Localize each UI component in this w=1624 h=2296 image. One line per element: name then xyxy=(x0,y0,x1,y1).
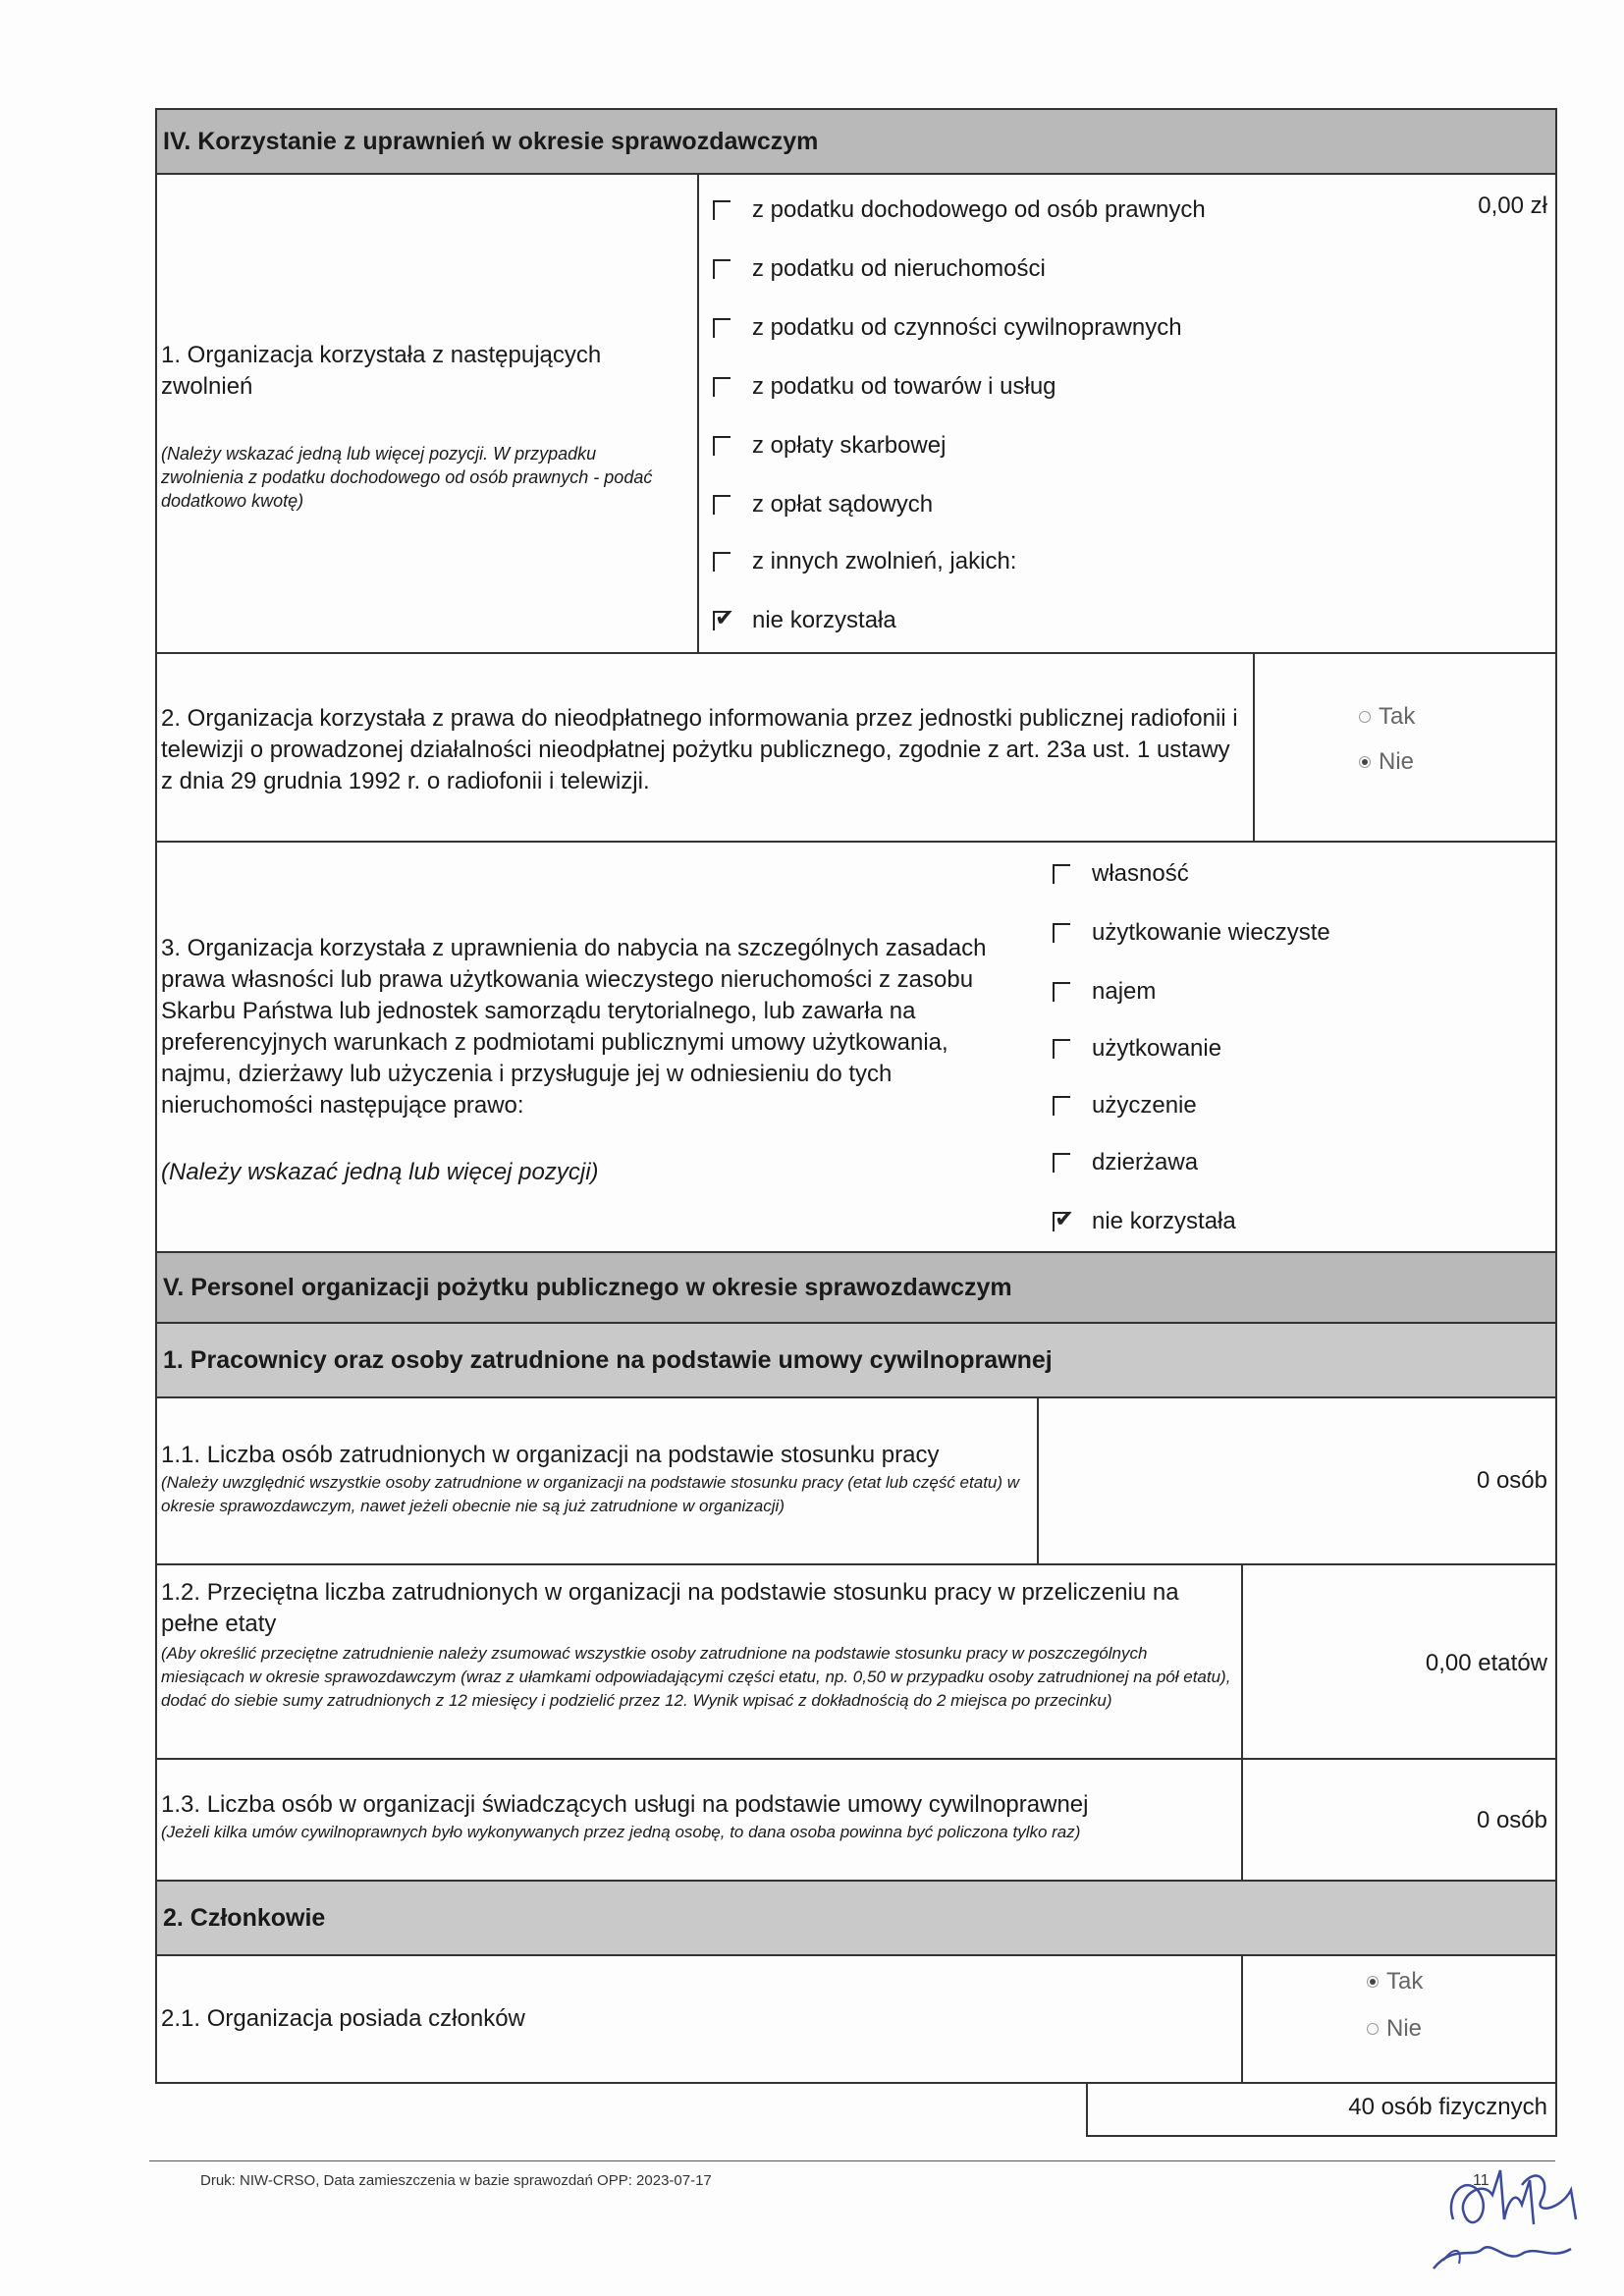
q2-option-tak[interactable] xyxy=(1359,703,1415,731)
section-4-title: IV. Korzystanie z uprawnień w okresie sprawozdawczym xyxy=(163,127,819,155)
checkbox-icon[interactable] xyxy=(1053,1039,1070,1059)
right-tenancy[interactable] xyxy=(1053,1147,1198,1178)
option-label: Nie xyxy=(1386,2015,1423,2042)
exemption-property-tax[interactable] xyxy=(713,253,1046,285)
q2-option-nie[interactable] xyxy=(1359,748,1414,776)
right-perpetual-usufruct[interactable] xyxy=(1053,917,1330,949)
exemption-court-fees[interactable] xyxy=(713,489,933,520)
checkbox-icon[interactable] xyxy=(1053,1153,1070,1173)
option-label: nie korzystała xyxy=(752,607,896,633)
radio-icon[interactable] xyxy=(1359,711,1371,723)
exemption-pcc[interactable] xyxy=(713,312,1182,344)
check-mark-icon: ✔ xyxy=(715,605,735,631)
right-none[interactable] xyxy=(1053,1206,1236,1237)
option-label: Nie xyxy=(1379,748,1415,775)
q1-divider xyxy=(697,175,699,652)
exemption-none[interactable] xyxy=(713,605,896,636)
checkbox-icon[interactable] xyxy=(713,552,731,572)
option-label: użyczenie xyxy=(1092,1092,1197,1119)
q12-label: 1.2. Przeciętna liczba zatrudnionych w organizacji na podstawie stosunku pracy w przeliczeniu na pełne etaty xyxy=(161,1579,1179,1637)
q2-divider xyxy=(1253,654,1255,841)
option-label: nie korzystała xyxy=(1092,1208,1236,1234)
option-label: dzierżawa xyxy=(1092,1149,1199,1175)
option-label: z opłat sądowych xyxy=(752,491,934,518)
print-info: Druk: NIW-CRSO, Data zamieszczenia w bazie sprawozdań OPP: 2023-07-17 xyxy=(200,2172,712,2189)
q21-option-tak[interactable] xyxy=(1367,1968,1423,1995)
subsection-2-title: 2. Członkowie xyxy=(163,1903,326,1932)
q13-divider xyxy=(1241,1760,1243,1880)
q12-value: 0,00 etatów xyxy=(1425,1650,1547,1676)
q21-divider xyxy=(1241,1956,1243,2082)
member-count: 40 osób fizycznych xyxy=(1348,2094,1547,2120)
checkbox-icon[interactable] xyxy=(1053,923,1070,943)
section-5-title: V. Personel organizacji pożytku publicznego w okresie sprawozdawczym xyxy=(163,1273,1012,1301)
option-label: Tak xyxy=(1379,703,1416,730)
right-usufruct[interactable] xyxy=(1053,1033,1221,1065)
q2-label: 2. Organizacja korzystała z prawa do nieodpłatnego informowania przez jednostki publicznej radiofonii i telewizji o prowadzonej działalności nieodpłatnej pożytku publicznego, zgodnie z art. 23a ust. 1 ustawy z dnia 29 grudnia 1992 r. o radiofonii i telewizji. xyxy=(161,705,1238,794)
subsection-1-header xyxy=(155,1322,1557,1398)
footer-rule xyxy=(149,2160,1555,2161)
checkbox-icon[interactable] xyxy=(713,259,731,279)
q1-block xyxy=(155,173,1557,654)
checkbox-icon[interactable] xyxy=(1053,982,1070,1002)
radio-icon[interactable] xyxy=(1367,2023,1379,2035)
q11-label: 1.1. Liczba osób zatrudnionych w organizacji na podstawie stosunku pracy xyxy=(161,1442,940,1468)
q11-divider xyxy=(1037,1398,1039,1563)
q11-value: 0 osób xyxy=(1476,1467,1547,1494)
exemption-stamp-duty[interactable] xyxy=(713,430,946,462)
signature-image xyxy=(1414,2151,1591,2288)
q13-value: 0 osób xyxy=(1476,1807,1547,1833)
option-label: najem xyxy=(1092,978,1157,1005)
q3-hint: (Należy wskazać jedną lub więcej pozycji) xyxy=(161,1159,599,1185)
option-label: z podatku od czynności cywilnoprawnych xyxy=(752,314,1182,341)
option-label: z podatku od towarów i usług xyxy=(752,373,1056,400)
q21-label: 2.1. Organizacja posiada członków xyxy=(161,2005,525,2032)
section-5-header xyxy=(155,1251,1557,1324)
option-label: użytkowanie wieczyste xyxy=(1092,919,1330,946)
q11-hint: (Należy uwzględnić wszystkie osoby zatrudnione w organizacji na podstawie stosunku pracy (etat lub część etatu) w okresie sprawozdawczym, nawet jeżeli obecnie nie są już zatrudnione w organizacji) xyxy=(161,1473,1020,1515)
q12-hint: (Aby określić przeciętne zatrudnienie należy zsumować wszystkie osoby zatrudnione na podstawie stosunku pracy w poszczególnych miesiącach w okresie sprawozdawczym (wraz z ułamkami odpowiadającymi części etatu, np. 0,50 w przypadku osoby zatrudnionej na pół etatu), dodać do siebie sumy zatrudnionych z 12 miesięcy i podzielić przez 12. Wynik wpisać z dokładnością do 2 miejsca po przecinku) xyxy=(161,1644,1231,1710)
exemption-cit[interactable] xyxy=(713,194,1206,226)
page-number: 11 xyxy=(1473,2172,1489,2189)
checkbox-icon[interactable] xyxy=(713,377,731,397)
checkbox-icon[interactable] xyxy=(1053,1206,1075,1232)
checkbox-icon[interactable] xyxy=(1053,1096,1070,1116)
q1-label: 1. Organizacja korzystała z następujących zwolnień xyxy=(161,342,602,400)
option-label: z opłaty skarbowej xyxy=(752,432,947,459)
option-label: z podatku dochodowego od osób prawnych xyxy=(752,196,1206,223)
checkbox-icon[interactable] xyxy=(713,200,731,220)
option-label: Tak xyxy=(1386,1968,1424,1995)
exemption-other[interactable] xyxy=(713,546,1016,577)
checkbox-icon[interactable] xyxy=(1053,864,1070,884)
subsection-1-title: 1. Pracownicy oraz osoby zatrudnione na podstawie umowy cywilnoprawnej xyxy=(163,1345,1053,1374)
q3-label: 3. Organizacja korzystała z uprawnienia do nabycia na szczególnych zasadach prawa własności lub prawa użytkowania wieczystego nieruchomości z zasobu Skarbu Państwa lub jednostek samorządu terytorialnego, lub zawarła na preferencyjnych warunkach z podmiotami publicznymi umowy użytkowania, najmu, dzierżawy lub użyczenia i przysługuje jej w odniesieniu do tych nieruchomości następujące prawo: xyxy=(161,935,987,1119)
option-label: użytkowanie xyxy=(1092,1035,1222,1062)
checkbox-icon[interactable] xyxy=(713,605,735,631)
radio-selected-icon[interactable] xyxy=(1359,756,1371,768)
q13-hint: (Jeżeli kilka umów cywilnoprawnych było wykonywanych przez jedną osobę, to dana osoba powinna być policzona tylko raz) xyxy=(161,1823,1081,1841)
checkbox-icon[interactable] xyxy=(713,436,731,456)
exemption-vat[interactable] xyxy=(713,371,1056,403)
q1-hint: (Należy wskazać jedną lub więcej pozycji. W przypadku zwolnienia z podatku dochodowego od osób prawnych - podać dodatkowo kwotę) xyxy=(161,444,653,511)
option-label: z innych zwolnień, jakich: xyxy=(752,548,1017,574)
section-4-header xyxy=(155,108,1557,175)
right-lease[interactable] xyxy=(1053,976,1156,1008)
q12-divider xyxy=(1241,1565,1243,1758)
check-mark-icon: ✔ xyxy=(1055,1206,1075,1232)
checkbox-icon[interactable] xyxy=(713,318,731,338)
subsection-2-header xyxy=(155,1880,1557,1956)
q21-option-nie[interactable] xyxy=(1367,2015,1422,2043)
q13-label: 1.3. Liczba osób w organizacji świadczących usługi na podstawie umowy cywilnoprawnej xyxy=(161,1791,1089,1818)
radio-selected-icon[interactable] xyxy=(1367,1976,1379,1988)
right-ownership[interactable] xyxy=(1053,858,1189,890)
option-label: własność xyxy=(1092,860,1189,887)
q1-amount: 0,00 zł xyxy=(1478,192,1547,219)
right-lending[interactable] xyxy=(1053,1090,1197,1121)
option-label: z podatku od nieruchomości xyxy=(752,255,1046,282)
checkbox-icon[interactable] xyxy=(713,495,731,515)
